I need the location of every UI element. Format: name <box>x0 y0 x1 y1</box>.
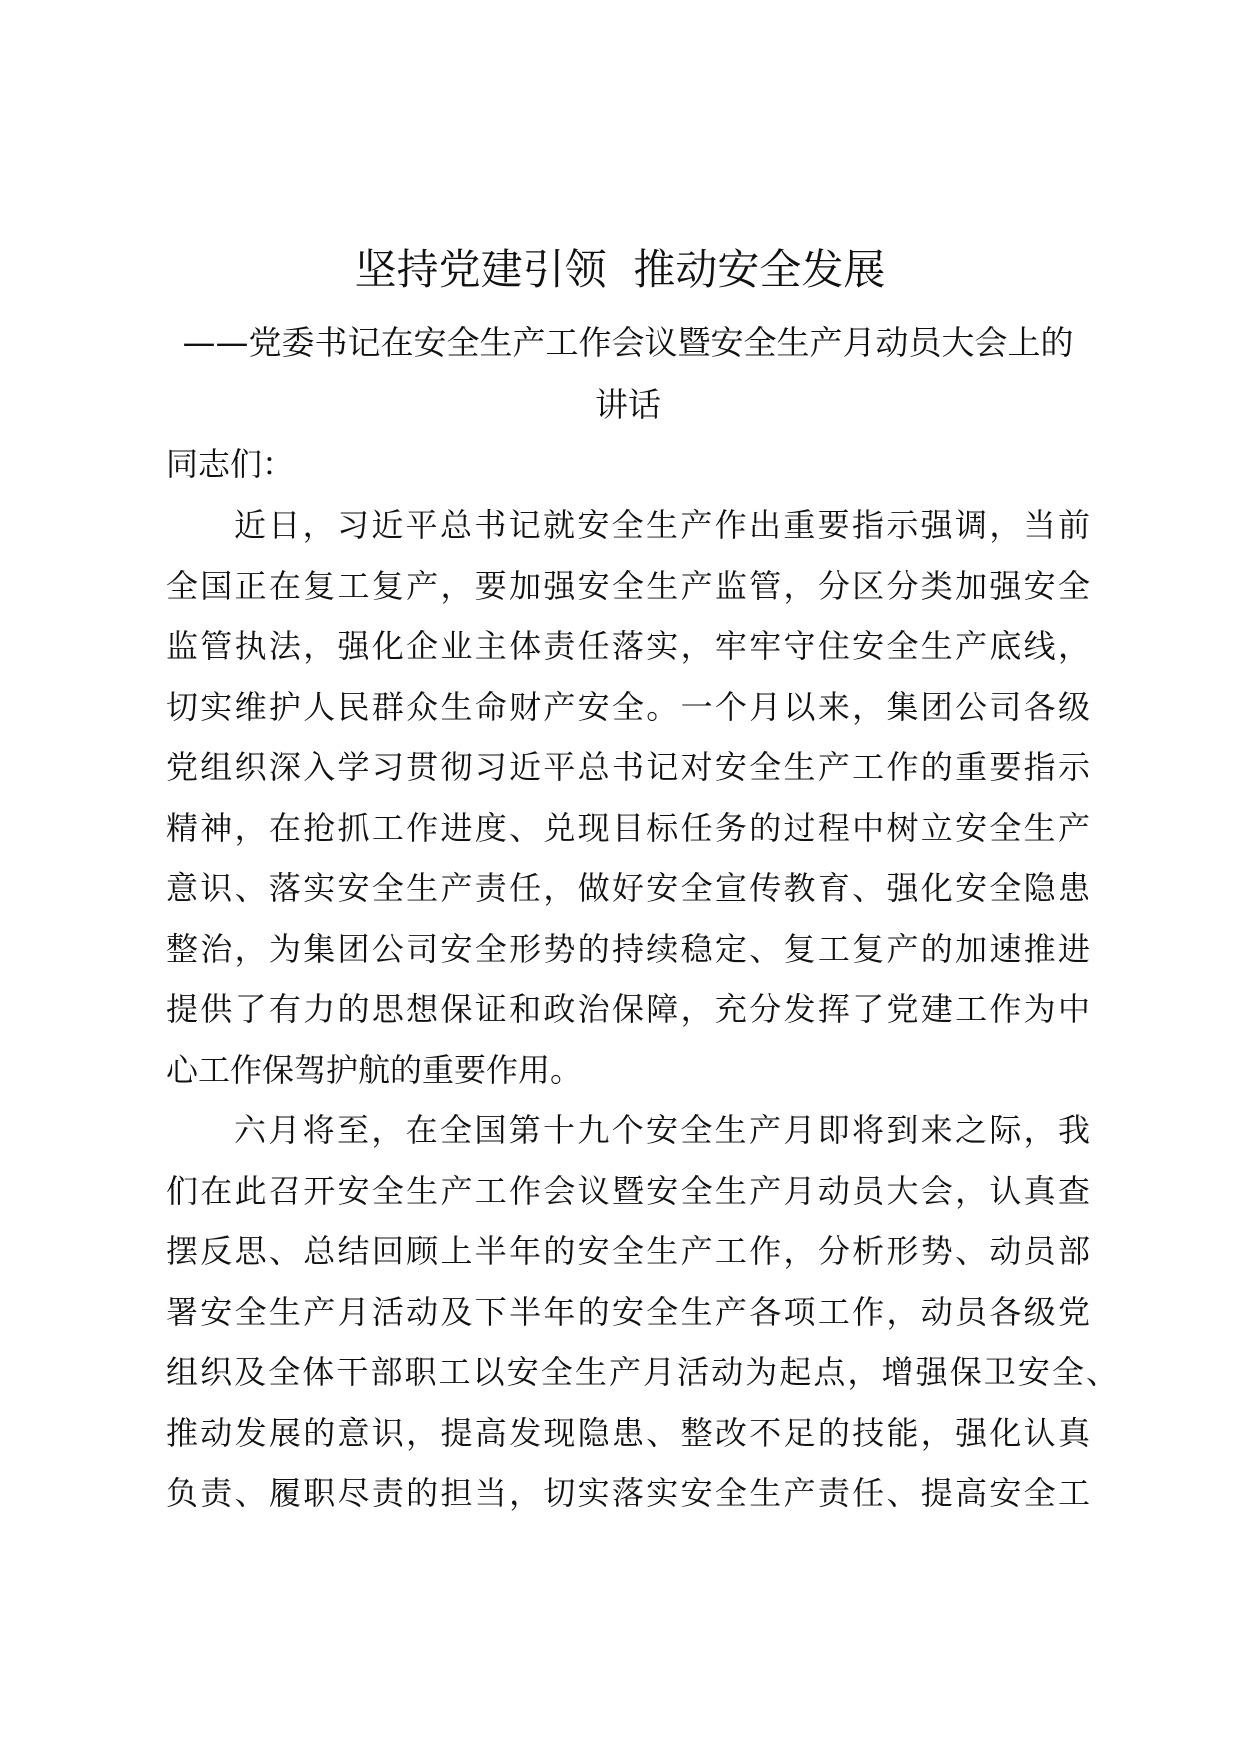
salutation: 同志们： <box>166 445 295 483</box>
paragraph-line: 党组织深入学习贯彻习近平总书记对安全生产工作的重要指示 <box>166 748 1090 786</box>
document-subtitle: ——党委书记在安全生产工作会议暨安全生产月动员大会上的 <box>182 323 1074 362</box>
paragraph-line: 负责、履职尽责的担当，切实落实安全生产责任、提高安全工 <box>166 1474 1090 1512</box>
paragraph-line: 监管执法，强化企业主体责任落实，牢牢守住安全生产底线， <box>166 627 1090 665</box>
paragraph-line: 心工作保驾护航的重要作用。 <box>166 1051 583 1089</box>
paragraph-line: 组织及全体干部职工以安全生产月活动为起点，增强保卫安全、 <box>166 1353 1118 1391</box>
document-title: 坚持党建引领 推动安全发展 <box>354 245 886 294</box>
paragraph-line: 精神，在抢抓工作进度、兑现目标任务的过程中树立安全生产 <box>166 809 1090 847</box>
paragraph-line: 切实维护人民群众生命财产安全。一个月以来，集团公司各级 <box>166 688 1090 726</box>
paragraph-line: 推动发展的意识，提高发现隐患、整改不足的技能，强化认真 <box>166 1414 1090 1452</box>
paragraph-line: 提供了有力的思想保证和政治保障，充分发挥了党建工作为中 <box>166 990 1090 1028</box>
paragraph-line: 全国正在复工复产，要加强安全生产监管，分区分类加强安全 <box>166 567 1090 605</box>
paragraph-line: 六月将至，在全国第十九个安全生产月即将到来之际，我 <box>234 1111 1090 1149</box>
paragraph-line: 近日，习近平总书记就安全生产作出重要指示强调，当前 <box>234 506 1090 544</box>
paragraph-line: 意识、落实安全生产责任，做好安全宣传教育、强化安全隐患 <box>166 869 1090 907</box>
paragraph-line: 整治，为集团公司安全形势的持续稳定、复工复产的加速推进 <box>166 930 1090 968</box>
document-subtitle-continued: 讲话 <box>595 385 661 424</box>
paragraph-line: 们在此召开安全生产工作会议暨安全生产月动员大会，认真查 <box>166 1172 1090 1210</box>
paragraph-line: 摆反思、总结回顾上半年的安全生产工作，分析形势、动员部 <box>166 1232 1090 1270</box>
paragraph-line: 署安全生产月活动及下半年的安全生产各项工作，动员各级党 <box>166 1293 1090 1331</box>
